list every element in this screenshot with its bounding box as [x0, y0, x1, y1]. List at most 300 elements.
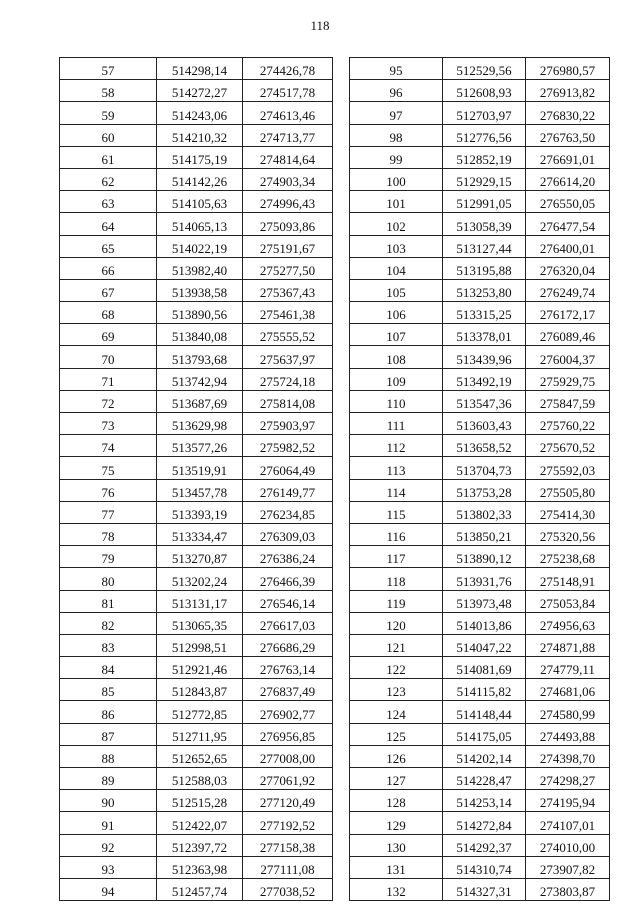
point-number-cell: 87 — [60, 723, 157, 745]
point-number-cell: 81 — [60, 590, 157, 612]
table-row — [60, 435, 333, 457]
table-row — [60, 834, 333, 856]
x-coordinate-cell: 513658,52 — [443, 435, 526, 457]
table-row — [350, 834, 610, 856]
point-number-cell: 130 — [350, 834, 443, 856]
point-number-cell: 121 — [350, 634, 443, 656]
table-row — [350, 257, 610, 279]
point-number-cell: 109 — [350, 368, 443, 390]
table-row — [60, 701, 333, 723]
point-number-cell: 100 — [350, 168, 443, 190]
x-coordinate-cell: 513253,80 — [443, 279, 526, 301]
y-coordinate-cell: 275982,52 — [243, 435, 333, 457]
x-coordinate-cell: 512588,03 — [157, 768, 243, 790]
x-coordinate-cell: 514115,82 — [443, 679, 526, 701]
x-coordinate-cell: 514292,37 — [443, 834, 526, 856]
table-row — [60, 590, 333, 612]
y-coordinate-cell: 276614,20 — [526, 168, 610, 190]
y-coordinate-cell: 275637,97 — [243, 346, 333, 368]
point-number-cell: 60 — [60, 124, 157, 146]
x-coordinate-cell: 514105,63 — [157, 191, 243, 213]
point-number-cell: 79 — [60, 546, 157, 568]
table-row — [60, 634, 333, 656]
x-coordinate-cell: 514081,69 — [443, 657, 526, 679]
y-coordinate-cell: 273907,82 — [526, 856, 610, 878]
y-coordinate-cell: 277158,38 — [243, 834, 333, 856]
point-number-cell: 90 — [60, 790, 157, 812]
x-coordinate-cell: 513938,58 — [157, 279, 243, 301]
point-number-cell: 76 — [60, 479, 157, 501]
y-coordinate-cell: 274903,34 — [243, 168, 333, 190]
x-coordinate-cell: 512515,28 — [157, 790, 243, 812]
y-coordinate-cell: 275847,59 — [526, 390, 610, 412]
x-coordinate-cell: 514142,26 — [157, 168, 243, 190]
point-number-cell: 70 — [60, 346, 157, 368]
x-coordinate-cell: 513457,78 — [157, 479, 243, 501]
y-coordinate-cell: 277111,08 — [243, 856, 333, 878]
y-coordinate-cell: 275320,56 — [526, 523, 610, 545]
x-coordinate-cell: 513202,24 — [157, 568, 243, 590]
y-coordinate-cell: 277192,52 — [243, 812, 333, 834]
point-number-cell: 89 — [60, 768, 157, 790]
table-row — [350, 124, 610, 146]
y-coordinate-cell: 275414,30 — [526, 501, 610, 523]
x-coordinate-cell: 513393,19 — [157, 501, 243, 523]
x-coordinate-cell: 513131,17 — [157, 590, 243, 612]
y-coordinate-cell: 276956,85 — [243, 723, 333, 745]
x-coordinate-cell: 514047,22 — [443, 634, 526, 656]
table-row — [60, 58, 333, 80]
y-coordinate-cell: 276546,14 — [243, 590, 333, 612]
y-coordinate-cell: 274681,06 — [526, 679, 610, 701]
point-number-cell: 96 — [350, 80, 443, 102]
point-number-cell: 101 — [350, 191, 443, 213]
x-coordinate-cell: 513890,12 — [443, 546, 526, 568]
table-row — [60, 302, 333, 324]
table-row — [350, 523, 610, 545]
table-row — [60, 723, 333, 745]
x-coordinate-cell: 513802,33 — [443, 501, 526, 523]
table-row — [60, 124, 333, 146]
y-coordinate-cell: 275555,52 — [243, 324, 333, 346]
point-number-cell: 132 — [350, 878, 443, 900]
y-coordinate-cell: 276477,54 — [526, 213, 610, 235]
point-number-cell: 95 — [350, 58, 443, 80]
table-row — [60, 612, 333, 634]
x-coordinate-cell: 512852,19 — [443, 146, 526, 168]
y-coordinate-cell: 277038,52 — [243, 878, 333, 900]
x-coordinate-cell: 513334,47 — [157, 523, 243, 545]
y-coordinate-cell: 274107,01 — [526, 812, 610, 834]
point-number-cell: 86 — [60, 701, 157, 723]
y-coordinate-cell: 275670,52 — [526, 435, 610, 457]
y-coordinate-cell: 274298,27 — [526, 768, 610, 790]
y-coordinate-cell: 276980,57 — [526, 58, 610, 80]
point-number-cell: 92 — [60, 834, 157, 856]
point-number-cell: 58 — [60, 80, 157, 102]
y-coordinate-cell: 276837,49 — [243, 679, 333, 701]
table-row — [350, 679, 610, 701]
point-number-cell: 127 — [350, 768, 443, 790]
x-coordinate-cell: 514148,44 — [443, 701, 526, 723]
table-row — [60, 324, 333, 346]
y-coordinate-cell: 277008,00 — [243, 745, 333, 767]
point-number-cell: 114 — [350, 479, 443, 501]
y-coordinate-cell: 276149,77 — [243, 479, 333, 501]
y-coordinate-cell: 274398,70 — [526, 745, 610, 767]
x-coordinate-cell: 514013,86 — [443, 612, 526, 634]
table-row — [350, 568, 610, 590]
point-number-cell: 67 — [60, 279, 157, 301]
x-coordinate-cell: 512929,15 — [443, 168, 526, 190]
table-row — [60, 368, 333, 390]
point-number-cell: 93 — [60, 856, 157, 878]
x-coordinate-cell: 513195,88 — [443, 257, 526, 279]
y-coordinate-cell: 275903,97 — [243, 413, 333, 435]
table-row — [350, 435, 610, 457]
table-row — [60, 679, 333, 701]
table-row — [60, 102, 333, 124]
table-row — [350, 368, 610, 390]
y-coordinate-cell: 275724,18 — [243, 368, 333, 390]
y-coordinate-cell: 276400,01 — [526, 235, 610, 257]
table-row — [350, 413, 610, 435]
point-number-cell: 94 — [60, 878, 157, 900]
table-row — [60, 568, 333, 590]
x-coordinate-cell: 513315,25 — [443, 302, 526, 324]
x-coordinate-cell: 513547,36 — [443, 390, 526, 412]
x-coordinate-cell: 514327,31 — [443, 878, 526, 900]
x-coordinate-cell: 513890,56 — [157, 302, 243, 324]
x-coordinate-cell: 513973,48 — [443, 590, 526, 612]
x-coordinate-cell: 512397,72 — [157, 834, 243, 856]
table-row — [60, 745, 333, 767]
y-coordinate-cell: 276691,01 — [526, 146, 610, 168]
x-coordinate-cell: 514272,84 — [443, 812, 526, 834]
x-coordinate-cell: 513439,96 — [443, 346, 526, 368]
table-row — [350, 701, 610, 723]
table-row — [60, 80, 333, 102]
y-coordinate-cell: 275814,08 — [243, 390, 333, 412]
x-coordinate-cell: 512608,93 — [443, 80, 526, 102]
table-row — [60, 523, 333, 545]
x-coordinate-cell: 513931,76 — [443, 568, 526, 590]
y-coordinate-cell: 273803,87 — [526, 878, 610, 900]
table-row — [350, 723, 610, 745]
point-number-cell: 73 — [60, 413, 157, 435]
point-number-cell: 71 — [60, 368, 157, 390]
point-number-cell: 57 — [60, 58, 157, 80]
y-coordinate-cell: 276902,77 — [243, 701, 333, 723]
table-row — [60, 768, 333, 790]
point-number-cell: 62 — [60, 168, 157, 190]
x-coordinate-cell: 513793,68 — [157, 346, 243, 368]
point-number-cell: 82 — [60, 612, 157, 634]
table-row — [350, 590, 610, 612]
y-coordinate-cell: 276617,03 — [243, 612, 333, 634]
point-number-cell: 78 — [60, 523, 157, 545]
point-number-cell: 88 — [60, 745, 157, 767]
table-row — [350, 768, 610, 790]
table-row — [60, 346, 333, 368]
coordinates-table-left — [59, 57, 333, 901]
point-number-cell: 124 — [350, 701, 443, 723]
x-coordinate-cell: 514272,27 — [157, 80, 243, 102]
point-number-cell: 107 — [350, 324, 443, 346]
y-coordinate-cell: 276064,49 — [243, 457, 333, 479]
point-number-cell: 117 — [350, 546, 443, 568]
x-coordinate-cell: 512652,65 — [157, 745, 243, 767]
x-coordinate-cell: 514175,05 — [443, 723, 526, 745]
x-coordinate-cell: 514253,14 — [443, 790, 526, 812]
point-number-cell: 122 — [350, 657, 443, 679]
y-coordinate-cell: 276763,50 — [526, 124, 610, 146]
x-coordinate-cell: 512529,56 — [443, 58, 526, 80]
x-coordinate-cell: 513270,87 — [157, 546, 243, 568]
y-coordinate-cell: 274613,46 — [243, 102, 333, 124]
point-number-cell: 120 — [350, 612, 443, 634]
point-number-cell: 99 — [350, 146, 443, 168]
x-coordinate-cell: 513378,01 — [443, 324, 526, 346]
x-coordinate-cell: 513058,39 — [443, 213, 526, 235]
point-number-cell: 115 — [350, 501, 443, 523]
x-coordinate-cell: 513603,43 — [443, 413, 526, 435]
point-number-cell: 72 — [60, 390, 157, 412]
x-coordinate-cell: 513850,21 — [443, 523, 526, 545]
x-coordinate-cell: 513629,98 — [157, 413, 243, 435]
table-row — [60, 279, 333, 301]
point-number-cell: 104 — [350, 257, 443, 279]
table-row — [350, 279, 610, 301]
point-number-cell: 75 — [60, 457, 157, 479]
x-coordinate-cell: 512991,05 — [443, 191, 526, 213]
point-number-cell: 126 — [350, 745, 443, 767]
y-coordinate-cell: 276004,37 — [526, 346, 610, 368]
point-number-cell: 113 — [350, 457, 443, 479]
point-number-cell: 108 — [350, 346, 443, 368]
table-row — [60, 657, 333, 679]
point-number-cell: 66 — [60, 257, 157, 279]
point-number-cell: 80 — [60, 568, 157, 590]
y-coordinate-cell: 275505,80 — [526, 479, 610, 501]
y-coordinate-cell: 276466,39 — [243, 568, 333, 590]
x-coordinate-cell: 513492,19 — [443, 368, 526, 390]
y-coordinate-cell: 275277,50 — [243, 257, 333, 279]
x-coordinate-cell: 513982,40 — [157, 257, 243, 279]
table-row — [60, 257, 333, 279]
table-row — [60, 501, 333, 523]
point-number-cell: 83 — [60, 634, 157, 656]
y-coordinate-cell: 276172,17 — [526, 302, 610, 324]
table-row — [60, 168, 333, 190]
table-row — [60, 413, 333, 435]
point-number-cell: 102 — [350, 213, 443, 235]
x-coordinate-cell: 513127,44 — [443, 235, 526, 257]
table-row — [60, 546, 333, 568]
table-row — [60, 856, 333, 878]
y-coordinate-cell: 276089,46 — [526, 324, 610, 346]
y-coordinate-cell: 276249,74 — [526, 279, 610, 301]
y-coordinate-cell: 274517,78 — [243, 80, 333, 102]
y-coordinate-cell: 274493,88 — [526, 723, 610, 745]
point-number-cell: 112 — [350, 435, 443, 457]
table-row — [350, 324, 610, 346]
table-row — [350, 235, 610, 257]
x-coordinate-cell: 514228,47 — [443, 768, 526, 790]
y-coordinate-cell: 274996,43 — [243, 191, 333, 213]
table-row — [350, 501, 610, 523]
y-coordinate-cell: 274010,00 — [526, 834, 610, 856]
x-coordinate-cell: 512843,87 — [157, 679, 243, 701]
point-number-cell: 111 — [350, 413, 443, 435]
point-number-cell: 74 — [60, 435, 157, 457]
y-coordinate-cell: 275760,22 — [526, 413, 610, 435]
table-row — [350, 346, 610, 368]
y-coordinate-cell: 274713,77 — [243, 124, 333, 146]
point-number-cell: 110 — [350, 390, 443, 412]
x-coordinate-cell: 514243,06 — [157, 102, 243, 124]
y-coordinate-cell: 276686,29 — [243, 634, 333, 656]
x-coordinate-cell: 513519,91 — [157, 457, 243, 479]
coordinates-table-right — [349, 57, 610, 901]
y-coordinate-cell: 276309,03 — [243, 523, 333, 545]
point-number-cell: 98 — [350, 124, 443, 146]
y-coordinate-cell: 277120,49 — [243, 790, 333, 812]
x-coordinate-cell: 514175,19 — [157, 146, 243, 168]
y-coordinate-cell: 276913,82 — [526, 80, 610, 102]
y-coordinate-cell: 276386,24 — [243, 546, 333, 568]
table-row — [350, 612, 610, 634]
x-coordinate-cell: 512711,95 — [157, 723, 243, 745]
x-coordinate-cell: 512363,98 — [157, 856, 243, 878]
x-coordinate-cell: 513687,69 — [157, 390, 243, 412]
table-row — [350, 546, 610, 568]
x-coordinate-cell: 512776,56 — [443, 124, 526, 146]
x-coordinate-cell: 514310,74 — [443, 856, 526, 878]
y-coordinate-cell: 277061,92 — [243, 768, 333, 790]
point-number-cell: 119 — [350, 590, 443, 612]
x-coordinate-cell: 512703,97 — [443, 102, 526, 124]
y-coordinate-cell: 276830,22 — [526, 102, 610, 124]
point-number-cell: 65 — [60, 235, 157, 257]
point-number-cell: 128 — [350, 790, 443, 812]
point-number-cell: 69 — [60, 324, 157, 346]
table-row — [350, 146, 610, 168]
y-coordinate-cell: 274779,11 — [526, 657, 610, 679]
table-row — [350, 745, 610, 767]
x-coordinate-cell: 514210,32 — [157, 124, 243, 146]
table-row — [350, 213, 610, 235]
page-number: 118 — [310, 18, 330, 33]
y-coordinate-cell: 275461,38 — [243, 302, 333, 324]
point-number-cell: 59 — [60, 102, 157, 124]
x-coordinate-cell: 512921,46 — [157, 657, 243, 679]
point-number-cell: 91 — [60, 812, 157, 834]
table-row — [350, 657, 610, 679]
table-row — [350, 457, 610, 479]
x-coordinate-cell: 512772,85 — [157, 701, 243, 723]
point-number-cell: 106 — [350, 302, 443, 324]
point-number-cell: 116 — [350, 523, 443, 545]
y-coordinate-cell: 276763,14 — [243, 657, 333, 679]
table-row — [60, 878, 333, 900]
table-row — [350, 80, 610, 102]
y-coordinate-cell: 275053,84 — [526, 590, 610, 612]
table-row — [350, 878, 610, 900]
point-number-cell: 105 — [350, 279, 443, 301]
table-row — [350, 390, 610, 412]
y-coordinate-cell: 276550,05 — [526, 191, 610, 213]
table-row — [60, 812, 333, 834]
y-coordinate-cell: 275929,75 — [526, 368, 610, 390]
table-row — [350, 479, 610, 501]
x-coordinate-cell: 514202,14 — [443, 745, 526, 767]
x-coordinate-cell: 513742,94 — [157, 368, 243, 390]
point-number-cell: 64 — [60, 213, 157, 235]
x-coordinate-cell: 513577,26 — [157, 435, 243, 457]
table-row — [60, 790, 333, 812]
x-coordinate-cell: 513704,73 — [443, 457, 526, 479]
table-row — [350, 302, 610, 324]
table-row — [60, 146, 333, 168]
table-row — [60, 479, 333, 501]
y-coordinate-cell: 274956,63 — [526, 612, 610, 634]
table-row — [350, 191, 610, 213]
point-number-cell: 123 — [350, 679, 443, 701]
y-coordinate-cell: 275093,86 — [243, 213, 333, 235]
point-number-cell: 68 — [60, 302, 157, 324]
table-row — [60, 390, 333, 412]
point-number-cell: 85 — [60, 679, 157, 701]
table-row — [350, 856, 610, 878]
table-row — [350, 102, 610, 124]
table-row — [350, 58, 610, 80]
x-coordinate-cell: 512998,51 — [157, 634, 243, 656]
point-number-cell: 118 — [350, 568, 443, 590]
table-row — [350, 168, 610, 190]
x-coordinate-cell: 512457,74 — [157, 878, 243, 900]
point-number-cell: 129 — [350, 812, 443, 834]
x-coordinate-cell: 514298,14 — [157, 58, 243, 80]
table-row — [60, 235, 333, 257]
y-coordinate-cell: 274426,78 — [243, 58, 333, 80]
point-number-cell: 131 — [350, 856, 443, 878]
table-row — [60, 213, 333, 235]
x-coordinate-cell: 513065,35 — [157, 612, 243, 634]
point-number-cell: 103 — [350, 235, 443, 257]
point-number-cell: 125 — [350, 723, 443, 745]
point-number-cell: 77 — [60, 501, 157, 523]
y-coordinate-cell: 275592,03 — [526, 457, 610, 479]
y-coordinate-cell: 274195,94 — [526, 790, 610, 812]
table-row — [350, 812, 610, 834]
y-coordinate-cell: 275148,91 — [526, 568, 610, 590]
x-coordinate-cell: 513840,08 — [157, 324, 243, 346]
y-coordinate-cell: 275238,68 — [526, 546, 610, 568]
point-number-cell: 97 — [350, 102, 443, 124]
y-coordinate-cell: 276234,85 — [243, 501, 333, 523]
y-coordinate-cell: 275191,67 — [243, 235, 333, 257]
table-row — [350, 634, 610, 656]
x-coordinate-cell: 512422,07 — [157, 812, 243, 834]
table-row — [350, 790, 610, 812]
point-number-cell: 84 — [60, 657, 157, 679]
point-number-cell: 61 — [60, 146, 157, 168]
y-coordinate-cell: 276320,04 — [526, 257, 610, 279]
table-row — [60, 457, 333, 479]
x-coordinate-cell: 513753,28 — [443, 479, 526, 501]
point-number-cell: 63 — [60, 191, 157, 213]
